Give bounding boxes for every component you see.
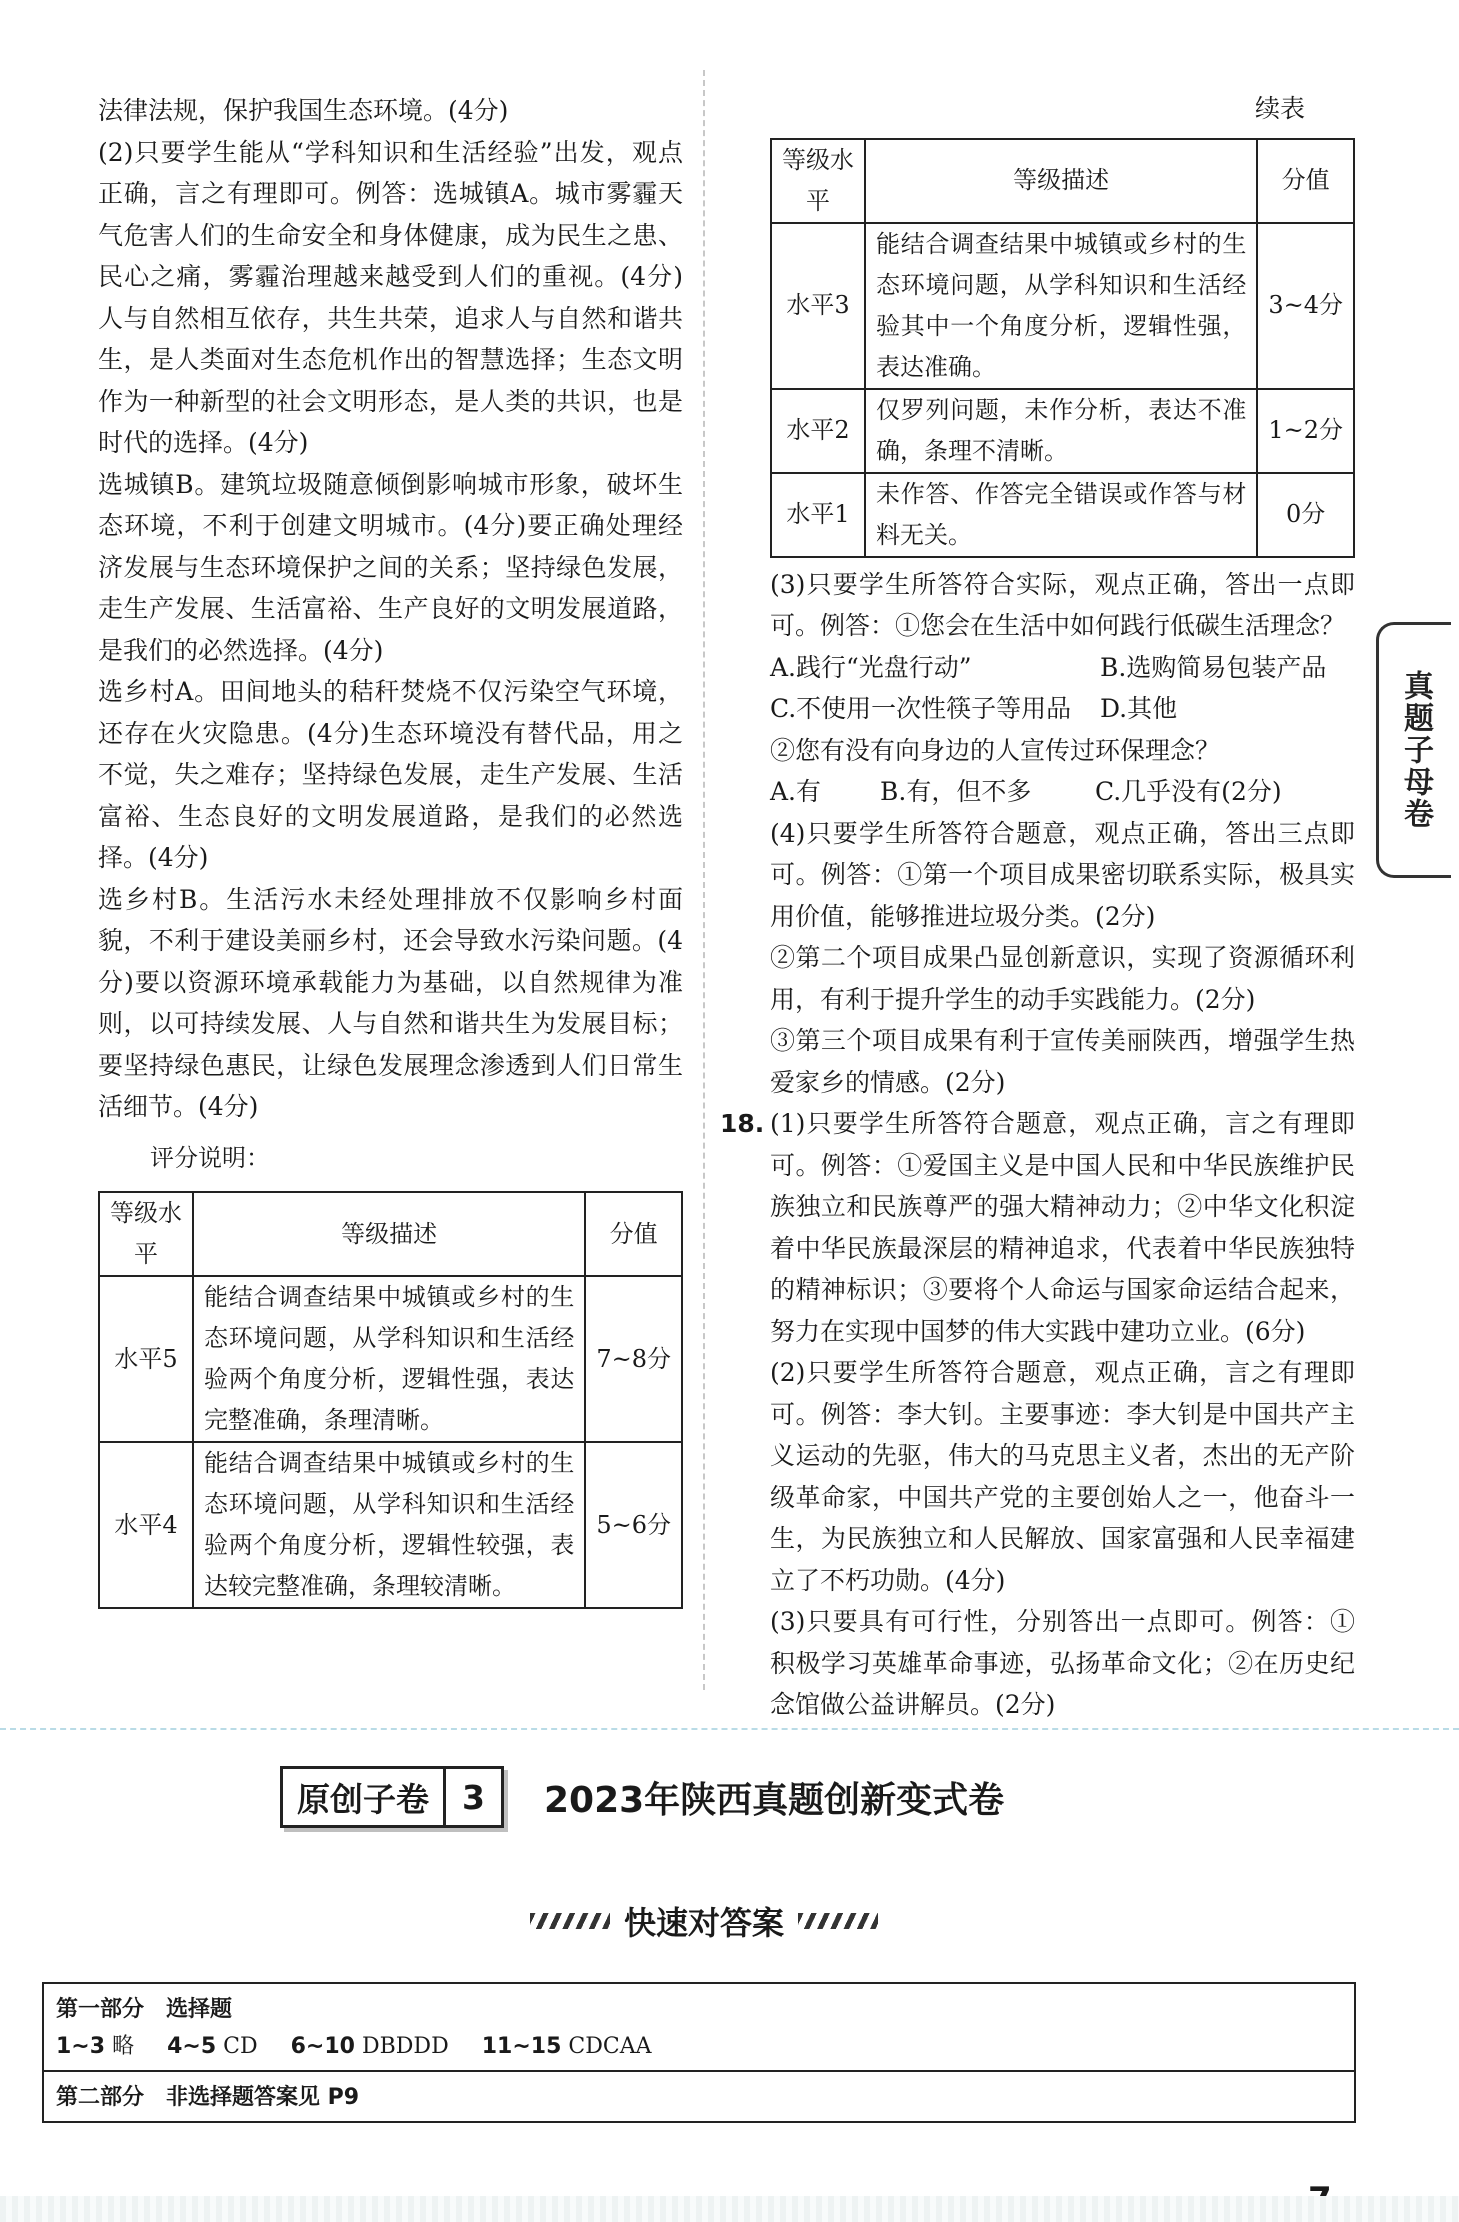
part1-title: 第一部分 选择题 xyxy=(56,1997,233,2022)
level-cell: 水平1 xyxy=(771,473,865,557)
quick-answer-title: 快速对答案 xyxy=(624,1904,785,1942)
answer-value: CD xyxy=(223,2034,258,2059)
section-banner xyxy=(280,1765,1004,1829)
q3-intro: (3)只要学生所答符合实际，观点正确，答出一点即可。例答：①您会在生活中如何践行低碳生活理念？ xyxy=(770,569,1355,640)
score-cell: 5~6分 xyxy=(585,1442,682,1608)
table-row xyxy=(99,1442,682,1608)
level-cell: 水平2 xyxy=(771,389,865,473)
right-column xyxy=(720,88,1355,1726)
paragraph: 选城镇B。建筑垃圾随意倾倒影响城市形象，破坏生态环境，不利于创建文明城市。(4分)要正确处理经济发展与生态环境保护之间的关系；坚持绿色发展，走生产发展、生活富裕、生产良好的文明发展道路，是我们的必然选择。(4分) xyxy=(98,469,683,665)
q18-paragraph: (2)只要学生所答符合题意，观点正确，言之有理即可。例答：李大钊。主要事迹：李大钊是中国共产主义运动的先驱，伟大的马克思主义者，杰出的无产阶级革命家，中国共产党的主要创始人之一，他奋斗一生，为民族独立和人民解放、国家富强和人民幸福建立了不朽功勋。(4分) xyxy=(770,1358,1355,1595)
table-row xyxy=(771,223,1354,389)
answer-value: 略 xyxy=(112,2034,135,2059)
column-divider xyxy=(703,70,705,1690)
q3-options-row3 xyxy=(770,771,1355,813)
question-number: 18. xyxy=(720,1109,765,1138)
option: B.选购简易包装产品 xyxy=(1100,652,1327,682)
description-cell: 未作答、作答完全错误或作答与材料无关。 xyxy=(865,473,1257,557)
header-score: 分值 xyxy=(1257,139,1354,223)
table-row xyxy=(99,1276,682,1442)
quick-answer-heading xyxy=(516,1898,892,1944)
answer-range: 6~10 xyxy=(290,2034,355,2059)
score-cell: 0分 xyxy=(1257,473,1354,557)
side-tab-label: 真题子母卷 xyxy=(1398,670,1433,830)
header-level: 等级水平 xyxy=(771,139,865,223)
table-row xyxy=(771,389,1354,473)
option: B.有，但不多 xyxy=(880,777,1032,806)
section-divider xyxy=(0,1728,1459,1730)
option: A.有 xyxy=(770,777,822,806)
paragraph: 法律法规，保护我国生态环境。(4分) xyxy=(98,96,509,125)
description-cell: 能结合调查结果中城镇或乡村的生态环境问题，从学科知识和生活经验其中一个角度分析，逻辑性强，表达准确。 xyxy=(865,223,1257,389)
description-cell: 能结合调查结果中城镇或乡村的生态环境问题，从学科知识和生活经验两个角度分析，逻辑性强，表达完整准确，条理清晰。 xyxy=(193,1276,585,1442)
paragraph: 选乡村A。田间地头的秸秆焚烧不仅污染空气环境，还存在火灾隐患。(4分)生态环境没有替代品，用之不觉，失之难存；坚持绿色发展，走生产发展、生活富裕、生态良好的文明发展道路，是我们的必然选择。(4分) xyxy=(98,677,683,872)
left-column xyxy=(98,90,683,1609)
banner-title: 2023年陕西真题创新变式卷 xyxy=(543,1779,1005,1821)
grading-table-continued xyxy=(770,138,1355,558)
paragraph: (2)只要学生能从“学科知识和生活经验”出发，观点正确，言之有理即可。例答：选城镇A。城市雾霾天气危害人们的生命安全和身体健康，成为民生之患、民心之痛，雾霾治理越来越受到人们的重视。(4分)人与自然相互依存，共生共荣，追求人与自然和谐共生，是人类面对生态危机作出的智慧选择；生态文明作为一种新型的社会文明形态，是人类的共识，也是时代的选择。(4分) xyxy=(98,137,683,457)
q18-paragraph: (1)只要学生所答符合题意，观点正确，言之有理即可。例答：①爱国主义是中国人民和中华民族维护民族独立和民族尊严的强大精神动力；②中华文化积淀着中华民族最深层的精神追求，代表着中华民族独特的精神标识；③要将个人命运与国家命运结合起来，努力在实现中国梦的伟大实践中建功立业。(6分) xyxy=(770,1109,1355,1346)
table-header-row xyxy=(99,1192,682,1276)
stripes-decoration xyxy=(798,1913,878,1929)
banner-number: 3 xyxy=(443,1769,501,1825)
part1-answers xyxy=(56,2029,1342,2060)
q4-paragraph: ③第三个项目成果有利于宣传美丽陕西，增强学生热爱家乡的情感。(2分) xyxy=(770,1026,1355,1097)
banner-label: 原创子卷 xyxy=(297,1779,429,1819)
level-cell: 水平4 xyxy=(99,1442,193,1608)
q3-question2: ②您有没有向身边的人宣传过环保理念？ xyxy=(770,735,1221,765)
q3-options-row2 xyxy=(770,688,1355,730)
q4-paragraph: (4)只要学生所答符合题意，观点正确，答出三点即可。例答：①第一个项目成果密切联系实际，极具实用价值，能够推进垃圾分类。(2分) xyxy=(770,818,1355,931)
option: C.几乎没有(2分) xyxy=(1095,777,1282,806)
table-header-row xyxy=(771,139,1354,223)
table-row xyxy=(771,473,1354,557)
quick-answer-box xyxy=(42,1982,1356,2123)
banner-box xyxy=(280,1766,504,1828)
score-cell: 7~8分 xyxy=(585,1276,682,1442)
level-cell: 水平5 xyxy=(99,1276,193,1442)
part2-row xyxy=(44,2070,1354,2121)
answer-range: 4~5 xyxy=(167,2034,217,2059)
header-score: 分值 xyxy=(585,1192,682,1276)
bottom-band xyxy=(0,2196,1459,2222)
q3-options-row1 xyxy=(770,647,1355,689)
part1-row xyxy=(44,1984,1354,2070)
answer-range: 11~15 xyxy=(481,2034,562,2059)
header-description: 等级描述 xyxy=(865,139,1257,223)
header-description: 等级描述 xyxy=(193,1192,585,1276)
question-18 xyxy=(720,1103,1355,1726)
q4-paragraph: ②第二个项目成果凸显创新意识，实现了资源循环利用，有利于提升学生的动手实践能力。(2分) xyxy=(770,943,1355,1014)
level-cell: 水平3 xyxy=(771,223,865,389)
side-tab xyxy=(1376,622,1451,878)
option: D.其他 xyxy=(1100,694,1178,723)
q18-paragraph: (3)只要具有可行性，分别答出一点即可。例答：①积极学习英雄革命事迹，弘扬革命文化；②在历史纪念馆做公益讲解员。(2分) xyxy=(770,1607,1355,1719)
option: A.践行“光盘行动” xyxy=(770,652,972,682)
score-cell: 3~4分 xyxy=(1257,223,1354,389)
stripes-decoration xyxy=(530,1913,610,1929)
score-cell: 1~2分 xyxy=(1257,389,1354,473)
description-cell: 能结合调查结果中城镇或乡村的生态环境问题，从学科知识和生活经验两个角度分析，逻辑性较强，表达较完整准确，条理较清晰。 xyxy=(193,1442,585,1608)
answer-value: CDCAA xyxy=(568,2034,652,2059)
answer-range: 1~3 xyxy=(56,2034,106,2059)
scoring-note: 评分说明： xyxy=(150,1143,270,1172)
part2-text: 第二部分 非选择题答案见 P9 xyxy=(56,2085,360,2110)
paragraph: 选乡村B。生活污水未经处理排放不仅影响乡村面貌，不利于建设美丽乡村，还会导致水污染问题。(4分)要以资源环境承载能力为基础，以自然规律为准则，以可持续发展、人与自然和谐共生为发展目标；要坚持绿色惠民，让绿色发展理念渗透到人们日常生活细节。(4分) xyxy=(98,884,683,1121)
header-level: 等级水平 xyxy=(99,1192,193,1276)
continued-label: 续表 xyxy=(1254,94,1305,123)
description-cell: 仅罗列问题，未作分析，表达不准确，条理不清晰。 xyxy=(865,389,1257,473)
option: C.不使用一次性筷子等用品 xyxy=(770,694,1072,723)
grading-table xyxy=(98,1191,683,1609)
answer-value: DBDDD xyxy=(361,2034,449,2059)
